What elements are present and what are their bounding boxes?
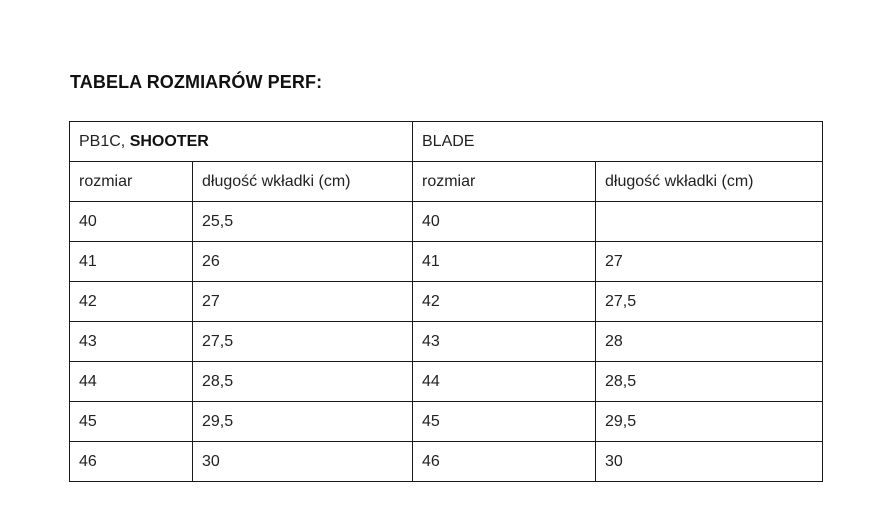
table-cell: 46: [70, 442, 193, 482]
table-cell: 28: [596, 322, 823, 362]
table-cell: 45: [413, 402, 596, 442]
size-table: [69, 121, 823, 482]
column-header: rozmiar: [70, 162, 193, 202]
table-cell: 46: [413, 442, 596, 482]
table-cell: 41: [70, 242, 193, 282]
column-header: długość wkładki (cm): [193, 162, 413, 202]
table-cell: 30: [596, 442, 823, 482]
table-row: [70, 242, 823, 282]
table-cell: 40: [413, 202, 596, 242]
table-row: [70, 282, 823, 322]
table-cell: 29,5: [193, 402, 413, 442]
table-cell: 28,5: [193, 362, 413, 402]
group-header-pb1c-shooter: [70, 122, 413, 162]
size-table-body: [70, 122, 823, 482]
column-header: rozmiar: [413, 162, 596, 202]
table-row: [70, 402, 823, 442]
table-cell: 27,5: [193, 322, 413, 362]
table-cell: 42: [70, 282, 193, 322]
table-cell: 44: [70, 362, 193, 402]
table-row: [70, 442, 823, 482]
table-row: [70, 202, 823, 242]
table-cell: 27: [193, 282, 413, 322]
column-header-row: [70, 162, 823, 202]
table-cell: 40: [70, 202, 193, 242]
table-cell: 44: [413, 362, 596, 402]
group-header-blade: [413, 122, 823, 162]
table-cell: 45: [70, 402, 193, 442]
table-cell: 41: [413, 242, 596, 282]
table-cell: 27,5: [596, 282, 823, 322]
column-header: długość wkładki (cm): [596, 162, 823, 202]
table-cell: 29,5: [596, 402, 823, 442]
group-header-bold: SHOOTER: [129, 132, 209, 150]
table-cell: 25,5: [193, 202, 413, 242]
group-header-row: [70, 122, 823, 162]
table-cell: 28,5: [596, 362, 823, 402]
table-cell: 42: [413, 282, 596, 322]
table-row: [70, 362, 823, 402]
table-cell: 43: [413, 322, 596, 362]
table-cell: [596, 202, 823, 242]
group-header-prefix: PB1C,: [79, 132, 130, 150]
table-cell: 26: [193, 242, 413, 282]
table-cell: 43: [70, 322, 193, 362]
page-title: TABELA ROZMIARÓW PERF:: [70, 72, 323, 92]
table-row: [70, 322, 823, 362]
group-header-prefix: BLADE: [422, 132, 475, 150]
table-cell: 27: [596, 242, 823, 282]
table-cell: 30: [193, 442, 413, 482]
